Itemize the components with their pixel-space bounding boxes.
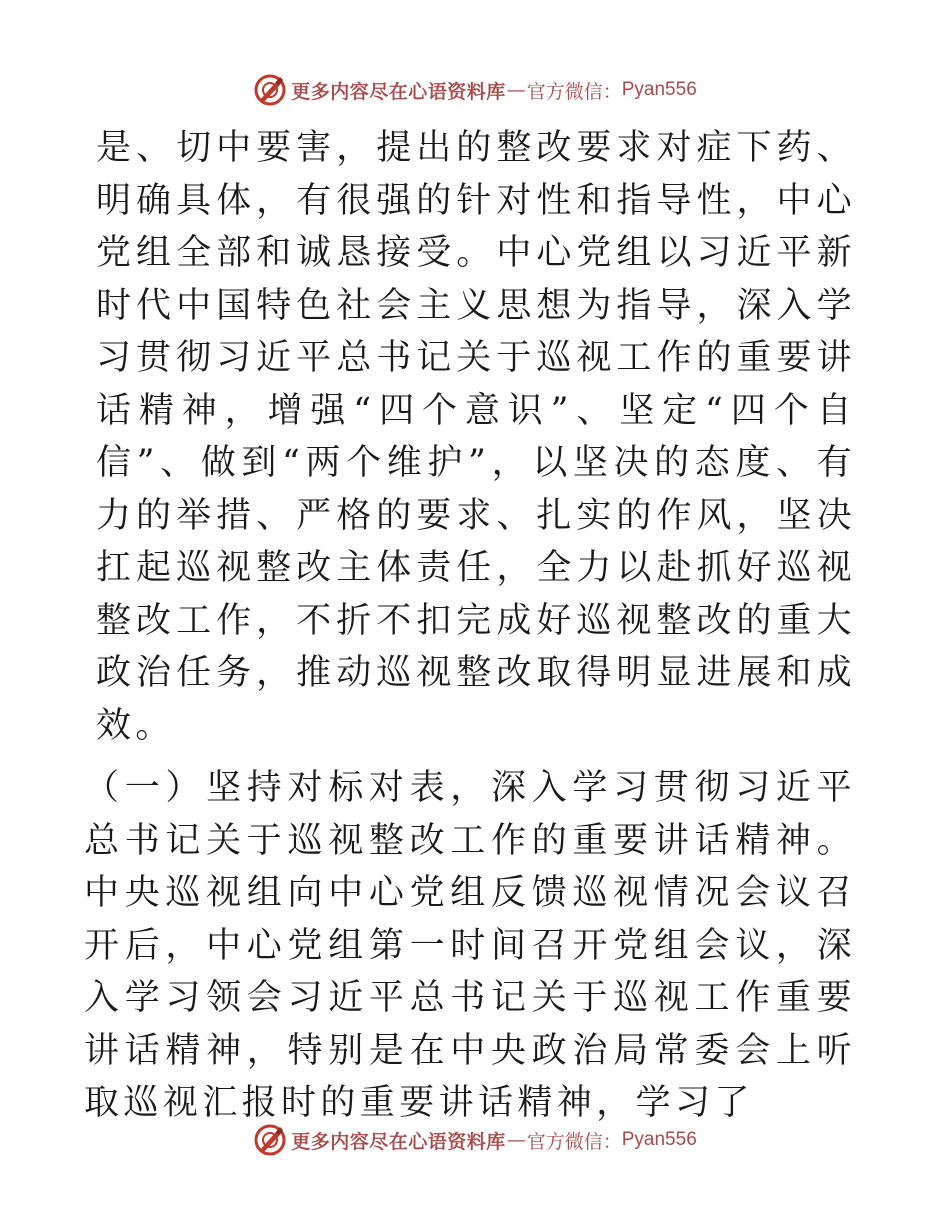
pen-logo-icon: [253, 73, 287, 107]
banner-site-text: 更多内容尽在心语资料库: [291, 1130, 506, 1153]
banner-wechat-id: Pyan556: [621, 79, 697, 100]
body-paragraph-1: 是、切中要害，提出的整改要求对症下药、明确具体，有很强的针对性和指导性，中心党组全部和诚恳接受。中心党组以习近平新时代中国特色社会主义思想为指导，深入学习贯彻习近平总书记关于巡视工作的重要讲话精神，增强“四个意识”、坚定“四个自信”、做到“两个维护”，以坚决的态度、有力的举措、严格的要求、扎实的作风，坚决扛起巡视整改主体责任，全力以赴抓好巡视整改工作，不折不扣完成好巡视整改的重大政治任务，推动巡视整改取得明显进展和成效。: [96, 128, 856, 746]
banner-wechat-label: 官方微信：: [526, 1130, 622, 1153]
banner-dash: —: [506, 79, 526, 101]
banner-dash: —: [506, 1129, 526, 1151]
footer-banner: [0, 1120, 950, 1160]
header-banner: [0, 70, 950, 110]
pen-logo-icon: [253, 1123, 287, 1157]
banner-wechat-label: 官方微信：: [526, 80, 622, 103]
document-body: [84, 122, 856, 1130]
banner-site-text: 更多内容尽在心语资料库: [291, 80, 506, 103]
body-paragraph-2: （一）坚持对标对表，深入学习贯彻习近平总书记关于巡视整改工作的重要讲话精神。中央巡视组向中心党组反馈巡视情况会议召开后，中心党组第一时间召开党组会议，深入学习领会习近平总书记关于巡视工作重要讲话精神，特别是在中央政治局常委会上听取巡视汇报时的重要讲话精神，学习了: [84, 768, 856, 1123]
banner-wechat-id: Pyan556: [621, 1129, 697, 1150]
